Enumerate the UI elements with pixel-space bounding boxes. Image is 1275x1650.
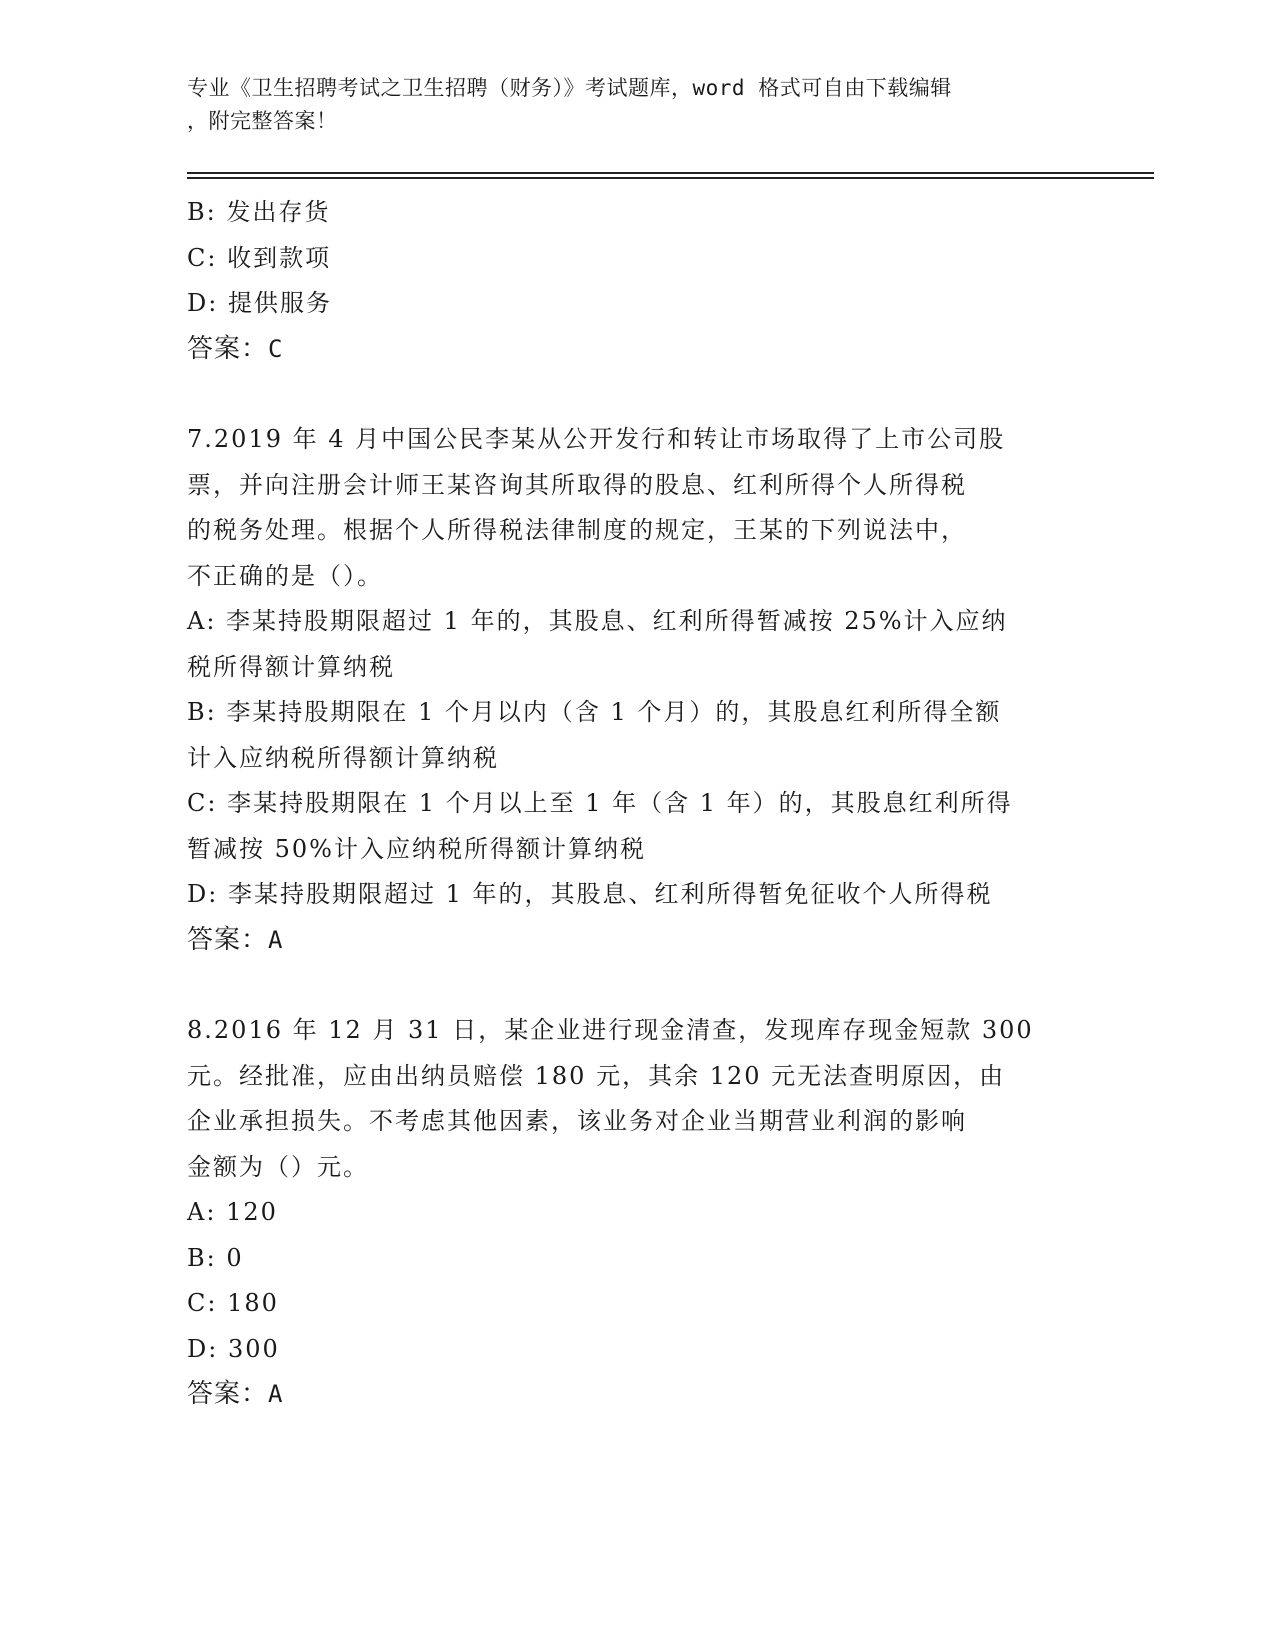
answer-value: A	[268, 1380, 284, 1408]
question-stem-line: 不正确的是（）。	[187, 561, 383, 590]
question-stem-line: 元。经批准，应由出纳员赔偿 180 元，其余 120 元无法查明原因，由	[187, 1061, 1006, 1090]
option-key: A:	[187, 1198, 217, 1226]
option-c	[187, 236, 1067, 282]
option-key: D:	[187, 289, 219, 317]
document-header	[187, 72, 1067, 138]
header-divider-bottom	[187, 177, 1154, 179]
spacer	[187, 372, 1067, 417]
option-text: 发出存货	[226, 198, 331, 226]
option-key: C:	[187, 243, 218, 272]
option-text: 120	[226, 1198, 278, 1226]
question-stem-line: 票，并向注册会计师王某咨询其所取得的股息、红利所得个人所得税	[187, 470, 967, 499]
answer-label: 答案：	[187, 924, 269, 955]
option-text: 300	[227, 1334, 280, 1363]
answer-line	[187, 327, 1067, 373]
question-stem-line: 金额为（）元。	[187, 1152, 369, 1181]
answer-line	[187, 1372, 1067, 1418]
option-c-line-2: 暂减按 50%计入应纳税所得额计算纳税	[187, 834, 646, 863]
answer-line	[187, 918, 1067, 964]
question-6-remainder	[187, 190, 1067, 372]
option-b	[187, 1236, 1067, 1282]
option-key: D:	[187, 1334, 219, 1363]
option-b	[187, 190, 1067, 236]
header-divider-top	[187, 172, 1154, 174]
option-key: B:	[187, 1243, 217, 1272]
option-d	[187, 281, 1067, 327]
question-7	[187, 417, 1067, 963]
header-title-line-1: 专业《卫生招聘考试之卫生招聘（财务）》考试题库，word 格式可自由下载编辑	[187, 76, 952, 100]
question-stem-line: 企业承担损失。不考虑其他因素，该业务对企业当期营业利润的影响	[187, 1107, 967, 1135]
option-b-line-1: B: 李某持股期限在 1 个月以内（含 1 个月）的，其股息红利所得全额	[187, 698, 1002, 726]
question-stem-line: 7.2019 年 4 月中国公民李某从公开发行和转让市场取得了上市公司股	[187, 425, 1006, 453]
answer-label: 答案：	[187, 333, 269, 364]
option-text: 收到款项	[227, 243, 332, 272]
header-title-line-2: ，附完整答案！	[187, 109, 338, 133]
option-a	[187, 1190, 1067, 1236]
answer-value: A	[268, 925, 284, 954]
question-stem-line: 的税务处理。根据个人所得税法律制度的规定，王某的下列说法中，	[187, 516, 967, 544]
option-a-line-1: A: 李某持股期限超过 1 年的，其股息、红利所得暂减按 25%计入应纳	[187, 607, 1008, 635]
option-key: C:	[187, 1289, 218, 1317]
option-c	[187, 1281, 1067, 1327]
spacer	[187, 963, 1067, 1008]
option-c-line-1: C: 李某持股期限在 1 个月以上至 1 年（含 1 年）的，其股息红利所得	[187, 789, 1013, 817]
option-text: 提供服务	[227, 289, 332, 317]
answer-label: 答案：	[187, 1379, 269, 1409]
option-d	[187, 1327, 1067, 1373]
question-content	[187, 190, 1067, 1418]
question-stem-line: 8.2016 年 12 月 31 日，某企业进行现金清查，发现库存现金短款 300	[187, 1016, 1034, 1044]
option-text: 180	[227, 1289, 279, 1317]
option-a-line-2: 税所得额计算纳税	[187, 652, 395, 681]
option-d-line-1: D: 李某持股期限超过 1 年的，其股息、红利所得暂免征收个人所得税	[187, 880, 993, 908]
option-text: 0	[226, 1243, 244, 1272]
answer-value: C	[268, 334, 284, 363]
question-8	[187, 1008, 1067, 1418]
option-key: B:	[187, 198, 217, 226]
option-b-line-2: 计入应纳税所得额计算纳税	[187, 743, 499, 772]
